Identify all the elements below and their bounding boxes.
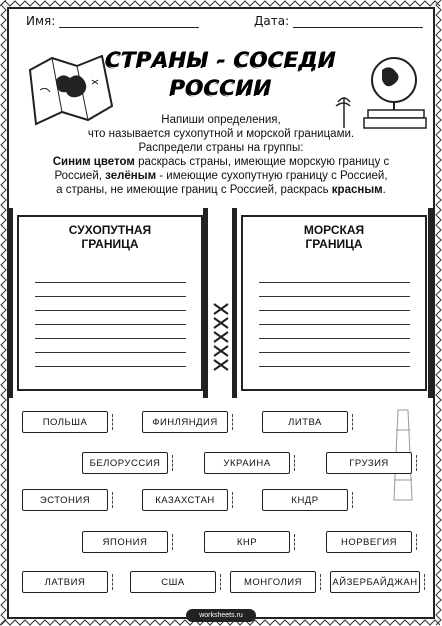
writing-line[interactable] [259, 352, 410, 353]
writing-line[interactable] [259, 338, 410, 339]
page-title-line1: СТРАНЫ - СОСЕДИ [105, 48, 337, 72]
writing-line[interactable] [259, 366, 410, 367]
instruction-line: Напиши определения, [161, 114, 281, 126]
red-keyword: красным [331, 184, 383, 196]
footer-site: worksheets.ru [186, 609, 256, 622]
name-label: Имя: [26, 14, 56, 28]
center-post-left [203, 208, 208, 398]
writing-line[interactable] [259, 282, 410, 283]
green-keyword: зелёным [105, 170, 157, 182]
writing-line[interactable] [35, 324, 186, 325]
country-tag[interactable]: БЕЛОРУССИЯ [82, 452, 168, 474]
instructions [20, 113, 422, 197]
writing-line[interactable] [35, 366, 186, 367]
country-tag[interactable]: ГРУЗИЯ [326, 452, 412, 474]
rope-icon [210, 300, 232, 390]
country-tag[interactable]: ЭСТОНИЯ [22, 489, 108, 511]
right-post [428, 208, 433, 398]
country-tag[interactable]: ЯПОНИЯ [82, 531, 168, 553]
writing-line[interactable] [35, 310, 186, 311]
country-tag[interactable]: ЛИТВА [262, 411, 348, 433]
writing-line[interactable] [35, 296, 186, 297]
country-tag[interactable]: КНР [204, 531, 290, 553]
instruction-line: Распредели страны на группы: [138, 142, 304, 154]
instruction-line: а страны, не имеющие границ с Россией, раскрась красным. [56, 184, 386, 196]
name-line[interactable] [59, 15, 199, 28]
writing-line[interactable] [259, 324, 410, 325]
land-border-box[interactable] [17, 215, 203, 391]
date-field[interactable] [254, 14, 423, 28]
page-title-line2: РОССИИ [169, 76, 273, 100]
land-border-caption: СУХОПУТНАЯ ГРАНИЦА [68, 223, 152, 251]
country-tag[interactable]: КАЗАХСТАН [142, 489, 228, 511]
name-field[interactable] [26, 14, 199, 28]
country-tag[interactable]: НОРВЕГИЯ [326, 531, 412, 553]
sea-border-caption: МОРСКАЯ ГРАНИЦА [303, 223, 365, 251]
date-line[interactable] [293, 15, 423, 28]
center-post-right [232, 208, 237, 398]
sea-border-box[interactable] [241, 215, 427, 391]
country-tag[interactable]: КНДР [262, 489, 348, 511]
country-tag[interactable]: ЛАТВИЯ [22, 571, 108, 593]
left-post [8, 208, 13, 398]
country-tag[interactable]: АЙЗЕРБАЙДЖАН [330, 571, 420, 593]
writing-line[interactable] [35, 352, 186, 353]
writing-line[interactable] [259, 310, 410, 311]
country-tag[interactable]: ФИНЛЯНДИЯ [142, 411, 228, 433]
instruction-line: что называется сухопутной и морской границами. [87, 128, 355, 140]
country-tag[interactable]: МОНГОЛИЯ [230, 571, 316, 593]
date-label: Дата: [254, 14, 290, 28]
country-tag[interactable]: УКРАИНА [204, 452, 290, 474]
instruction-line: Синим цветом раскрась страны, имеющие морскую границу с [52, 156, 390, 168]
country-tag[interactable]: США [130, 571, 216, 593]
writing-line[interactable] [35, 338, 186, 339]
country-tag[interactable]: ПОЛЬША [22, 411, 108, 433]
instruction-line: Россией, зелёным - имеющие сухопутную границу с Россией, [54, 170, 388, 182]
writing-line[interactable] [35, 282, 186, 283]
writing-line[interactable] [259, 296, 410, 297]
blue-keyword: Синим цветом [52, 156, 135, 168]
